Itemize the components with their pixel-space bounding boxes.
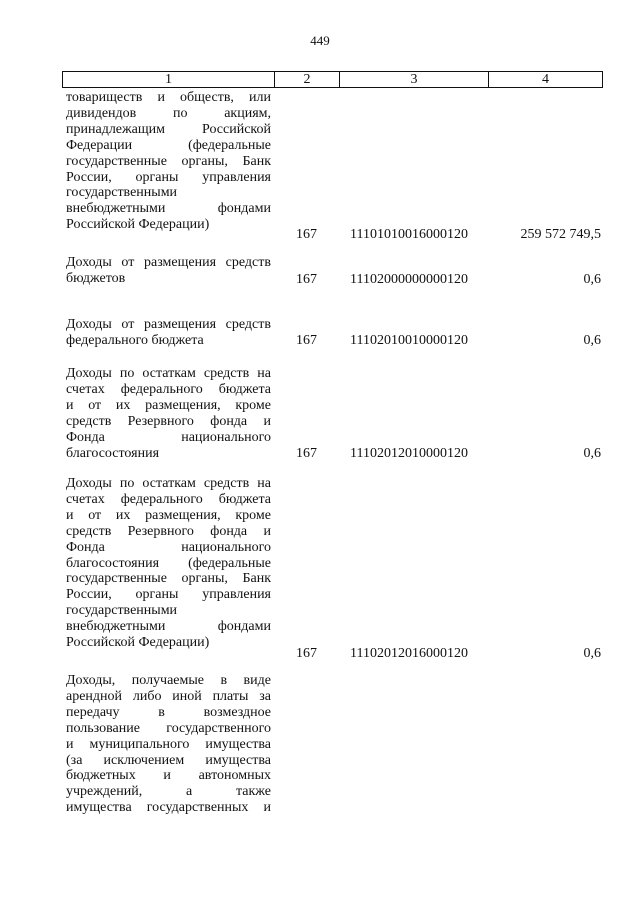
admin-code: 167	[296, 272, 317, 287]
amount: 0,6	[583, 272, 601, 287]
budget-code: 11102010010000120	[350, 333, 468, 348]
row-description	[66, 255, 271, 287]
description-line: арендной либо иной платы за	[66, 688, 271, 704]
description-line: (за исключением имущества	[66, 752, 271, 768]
row-description	[66, 90, 271, 233]
budget-code: 11102000000000120	[350, 272, 468, 287]
description-line: внебюджетными фондами	[66, 201, 271, 217]
description-line: Российской Федерации)	[66, 217, 210, 233]
description-line: средств Резервного фонда и	[66, 523, 271, 539]
description-line: передачу в возмездное	[66, 704, 271, 720]
description-line: России, органы управления	[66, 587, 271, 603]
table-header	[62, 71, 603, 88]
amount: 0,6	[583, 646, 601, 661]
description-line: Доходы от размещения средств	[66, 255, 271, 270]
budget-code: 11102012016000120	[350, 646, 468, 661]
header-cell-2: 2	[275, 72, 340, 87]
description-line: средств Резервного фонда и	[66, 413, 271, 429]
description-line: Доходы от размещения средств	[66, 317, 271, 332]
header-cell-3: 3	[340, 72, 489, 87]
admin-code: 167	[296, 646, 317, 661]
description-line: пользование государственного	[66, 720, 271, 736]
description-line: дивидендов по акциям,	[66, 105, 271, 121]
row-description	[66, 317, 271, 349]
description-line: внебюджетными фондами	[66, 619, 271, 635]
description-line: учреждений, а также	[66, 784, 271, 800]
description-line: и муниципального имущества	[66, 736, 271, 752]
description-line: принадлежащим Российской	[66, 121, 271, 137]
description-line: Фонда национального	[66, 429, 271, 445]
budget-code: 11102012010000120	[350, 446, 468, 461]
description-line: бюджетных и автономных	[66, 768, 271, 784]
description-line: Доходы по остаткам средств на	[66, 476, 271, 491]
page-number: 449	[310, 33, 330, 48]
amount: 259 572 749,5	[520, 227, 601, 242]
description-line: и от их размещения, кроме	[66, 397, 271, 413]
description-line: Фонда национального	[66, 539, 271, 555]
budget-code: 11101010016000120	[350, 227, 468, 242]
admin-code: 167	[296, 227, 317, 242]
description-line: государственными	[66, 603, 178, 619]
header-cell-1: 1	[63, 72, 275, 87]
row-description	[66, 366, 271, 461]
description-line: бюджетов	[66, 270, 126, 286]
description-line: России, органы управления	[66, 169, 271, 185]
description-line: имущества государственных и	[66, 800, 271, 816]
description-line: государственные органы, Банк	[66, 571, 271, 587]
description-line: государственные органы, Банк	[66, 153, 271, 169]
row-description	[66, 476, 271, 651]
description-line: Доходы по остаткам средств на	[66, 366, 271, 381]
description-line: Федерации (федеральные	[66, 137, 271, 153]
description-line: и от их размещения, кроме	[66, 507, 271, 523]
description-line: благосостояния	[66, 445, 160, 461]
header-cell-4: 4	[542, 72, 549, 87]
row-description	[66, 673, 271, 816]
description-line: федерального бюджета	[66, 332, 204, 348]
description-line: Доходы, получаемые в виде	[66, 673, 271, 688]
description-line: Российской Федерации)	[66, 635, 210, 651]
admin-code: 167	[296, 333, 317, 348]
description-line: государственными	[66, 185, 178, 201]
admin-code: 167	[296, 446, 317, 461]
amount: 0,6	[583, 446, 601, 461]
description-line: благосостояния (федеральные	[66, 555, 271, 571]
description-line: счетах федерального бюджета	[66, 381, 271, 397]
description-line: счетах федерального бюджета	[66, 491, 271, 507]
amount: 0,6	[583, 333, 601, 348]
description-line: товариществ и обществ, или	[66, 90, 271, 105]
